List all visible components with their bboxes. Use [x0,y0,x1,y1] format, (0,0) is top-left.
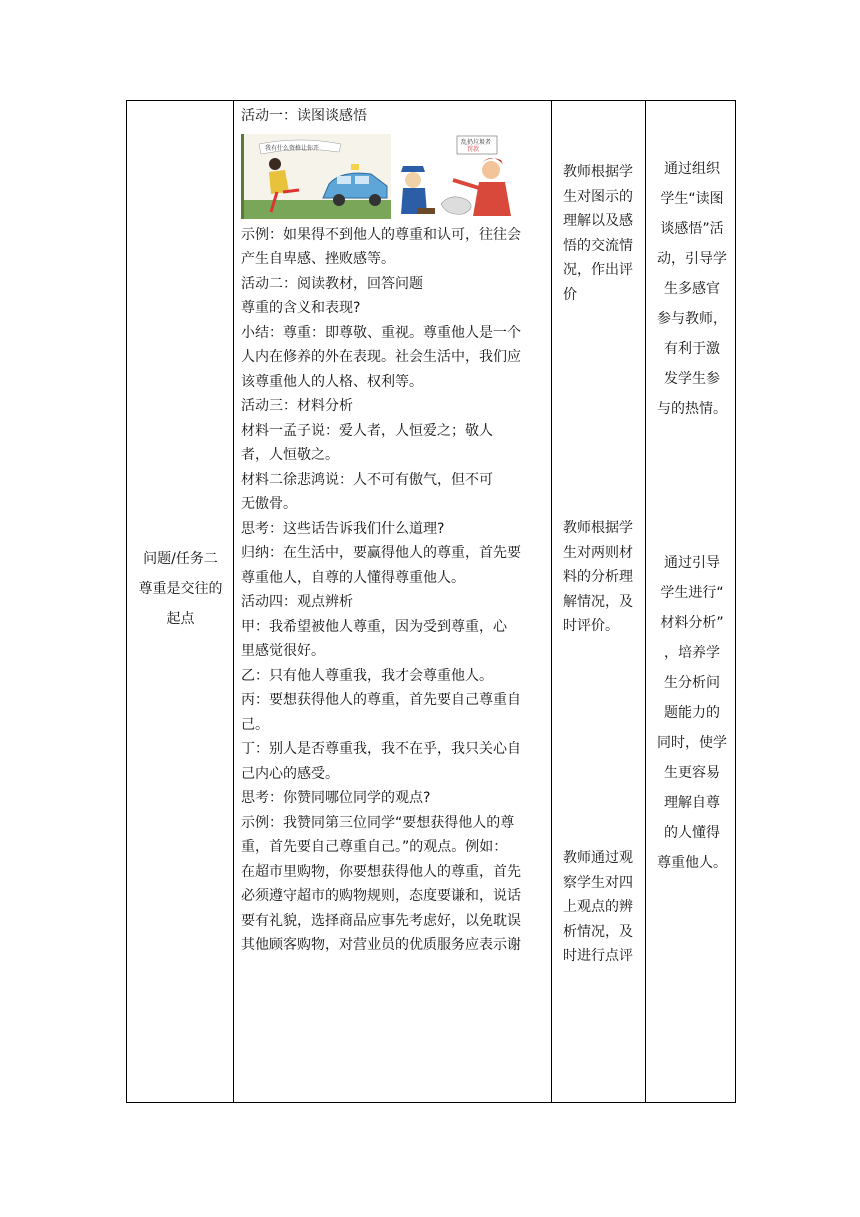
text-line: 材料一孟子说：爱人者，人恒爱之；敬人 [241,422,493,439]
text-line: 生对图示的 [563,188,633,205]
text-line: 尊重的含义和表现? [241,300,361,316]
text-line: 价 [563,286,577,303]
text-line: 通过组织 [664,161,720,177]
text-line: 生对两则材 [563,544,633,561]
text-line: 学生进行“ [660,585,724,601]
text-line: 教师通过观 [563,850,633,866]
text-line: 尊重他人，自尊的人懂得尊重他人。 [241,569,465,586]
text-line: 生更容易 [664,765,720,781]
text-line: 生多感官 [664,281,720,297]
text-line: 人内在修养的外在表现。社会生活中，我们应 [241,349,521,365]
text-line: 尊重他人。 [657,855,727,871]
text-line: 动，引导学 [657,251,727,267]
text-line: 与的热情。 [657,401,727,417]
lesson-table [126,100,736,1103]
text-line: 甲：我希望被他人尊重，因为受到尊重，心 [241,618,507,635]
text-line: 发学生参 [664,371,720,387]
text-line: 示例：如果得不到他人的尊重和认可，往往会 [241,226,521,243]
text-line: 上观点的辨 [563,899,633,915]
column-border [233,100,234,1103]
text-line: 必须遵守超市的购物规则，态度要谦和，说话 [241,888,521,904]
teacher-eval-block [563,846,641,969]
text-line: 理解以及感 [563,213,633,229]
text-line: 其他顾客购物，对营业员的优质服务应表示谢 [241,937,521,953]
text-line: 在超市里购物，你要想获得他人的尊重，首先 [241,863,521,880]
task-label-cell [134,544,227,634]
text-line: 思考：这些话告诉我们什么道理? [241,520,445,537]
text-line: 时评价。 [563,618,619,634]
text-line: 谈感悟”活 [660,221,724,237]
text-line: 参与教师， [657,311,727,327]
cartoon-illustration [241,134,537,219]
speech-bubble-text: 我有什么资格让你开 [265,144,320,152]
text-line: 归纳：在生活中，要赢得他人的尊重，首先要 [241,545,521,561]
text-line: 己内心的感受。 [241,765,339,782]
text-line: 者，人恒敬之。 [241,447,339,463]
text-line: 解情况，及 [563,593,633,610]
activities-cell [241,104,553,958]
text-line: 乙：只有他人尊重我，我才会尊重他人。 [241,667,493,684]
teacher-eval-block [563,516,641,639]
text-line: 悟的交流情 [563,237,633,254]
text-line: 学生“读图 [660,191,724,207]
task-label-line: 尊重是交往的 [138,581,223,597]
text-line: ，培养学 [664,645,720,661]
text-line: 通过引导 [664,555,720,571]
text-line: 理解自尊 [664,795,720,811]
text-line: 时进行点评 [563,948,633,964]
text-line: 无傲骨。 [241,496,297,512]
text-line: 生分析问 [664,675,720,691]
sign-text-line2: 罚款 [467,145,480,153]
text-line: 的人懂得 [664,825,720,841]
task-label-line: 问题/任务二 [143,551,218,567]
text-line: 产生自卑感、挫败感等。 [241,251,395,267]
teacher-eval-block [563,160,641,307]
text-line: 察学生对四 [563,874,633,891]
text-line: 丁：别人是否尊重我，我不在乎，我只关心自 [241,741,521,757]
text-line: 况，作出评 [563,262,633,278]
text-line: 教师根据学 [563,164,633,180]
text-line: 同时，使学 [657,735,727,751]
text-line: 己。 [241,716,269,733]
text-line: 材料分析” [660,615,724,631]
design-intent-block [653,548,731,878]
text-line: 丙：要想获得他人的尊重，首先要自己尊重自 [241,692,521,708]
text-line: 料的分析理 [563,569,633,585]
cartoon-image [241,134,537,219]
activity-2-title: 活动二：阅读教材，回答问题 [241,275,423,292]
column-border [645,100,646,1103]
text-line: 有利于激 [664,341,720,357]
text-line: 析情况，及 [563,923,633,940]
column-border [735,100,736,1103]
text-line: 教师根据学 [563,520,633,536]
task-label-line: 起点 [166,611,195,627]
text-line: 思考：你赞同哪位同学的观点? [241,790,431,806]
activity-3-title: 活动三：材料分析 [241,398,353,414]
text-line: 题能力的 [664,705,720,721]
sign-text: 乱扔垃圾者 [461,138,492,146]
text-line: 材料二徐悲鸿说：人不可有傲气，但不可 [241,471,493,488]
text-line: 里感觉很好。 [241,643,325,659]
text-line: 重，首先要自己尊重自己。”的观点。例如： [241,839,508,855]
activity-4-title: 活动四：观点辨析 [241,594,353,610]
text-line: 小结：尊重：即尊敬、重视。尊重他人是一个 [241,324,521,341]
activity-1-title: 活动一：读图谈感悟 [241,108,367,124]
text-line: 示例：我赞同第三位同学“要想获得他人的尊 [241,814,515,831]
column-border [126,100,127,1103]
design-intent-block [653,154,731,424]
text-line: 要有礼貌，选择商品应事先考虑好，以免耽误 [241,912,521,929]
text-line: 该尊重他人的人格、权利等。 [241,373,423,390]
